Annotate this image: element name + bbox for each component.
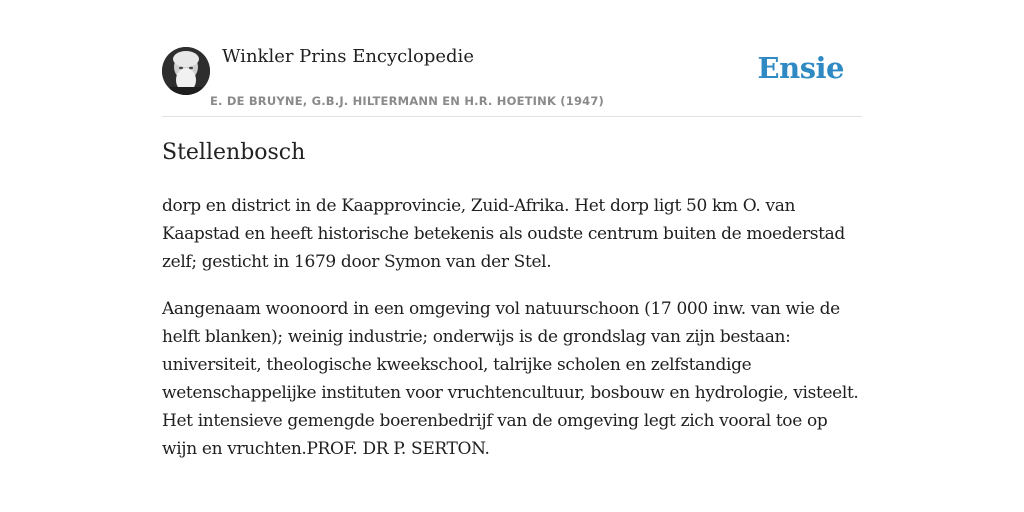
- header: [162, 0, 862, 117]
- page: [162, 0, 862, 459]
- encyclopedia-title[interactable]: Winkler Prins Encyclopedie: [222, 46, 474, 67]
- article-title: Stellenbosch: [162, 140, 306, 165]
- ensie-logo-link[interactable]: Ensie: [757, 51, 844, 85]
- authors-line: E. DE BRUYNE, G.B.J. HILTERMANN EN H.R. HOETINK (1947): [210, 94, 605, 108]
- article-paragraph: Aangenaam woonoord in een omgeving vol natuurschoon (17 000 inw. van wie de helft blanken); weinig industrie; onderwijs is de grondslag van zijn bestaan: universiteit, theologische kweekschool, talrijke scholen en zelfstandige wetenschappelijke instituten voor vruchtencultuur, bosbouw en hydrologie, visteelt. Het intensieve gemengde boerenbedrijf van de omgeving legt zich vooral toe op wijn en vruchten.PROF. DR P. SERTON.: [162, 299, 859, 459]
- article-body: [162, 192, 862, 482]
- article-paragraph: dorp en district in de Kaapprovincie, Zuid-Afrika. Het dorp ligt 50 km O. van Kaapstad en heeft historische betekenis als oudste centrum buiten de moederstad zelf; gesticht in 1679 door Symon van der Stel.: [162, 196, 845, 272]
- author-portrait-icon[interactable]: [162, 47, 210, 95]
